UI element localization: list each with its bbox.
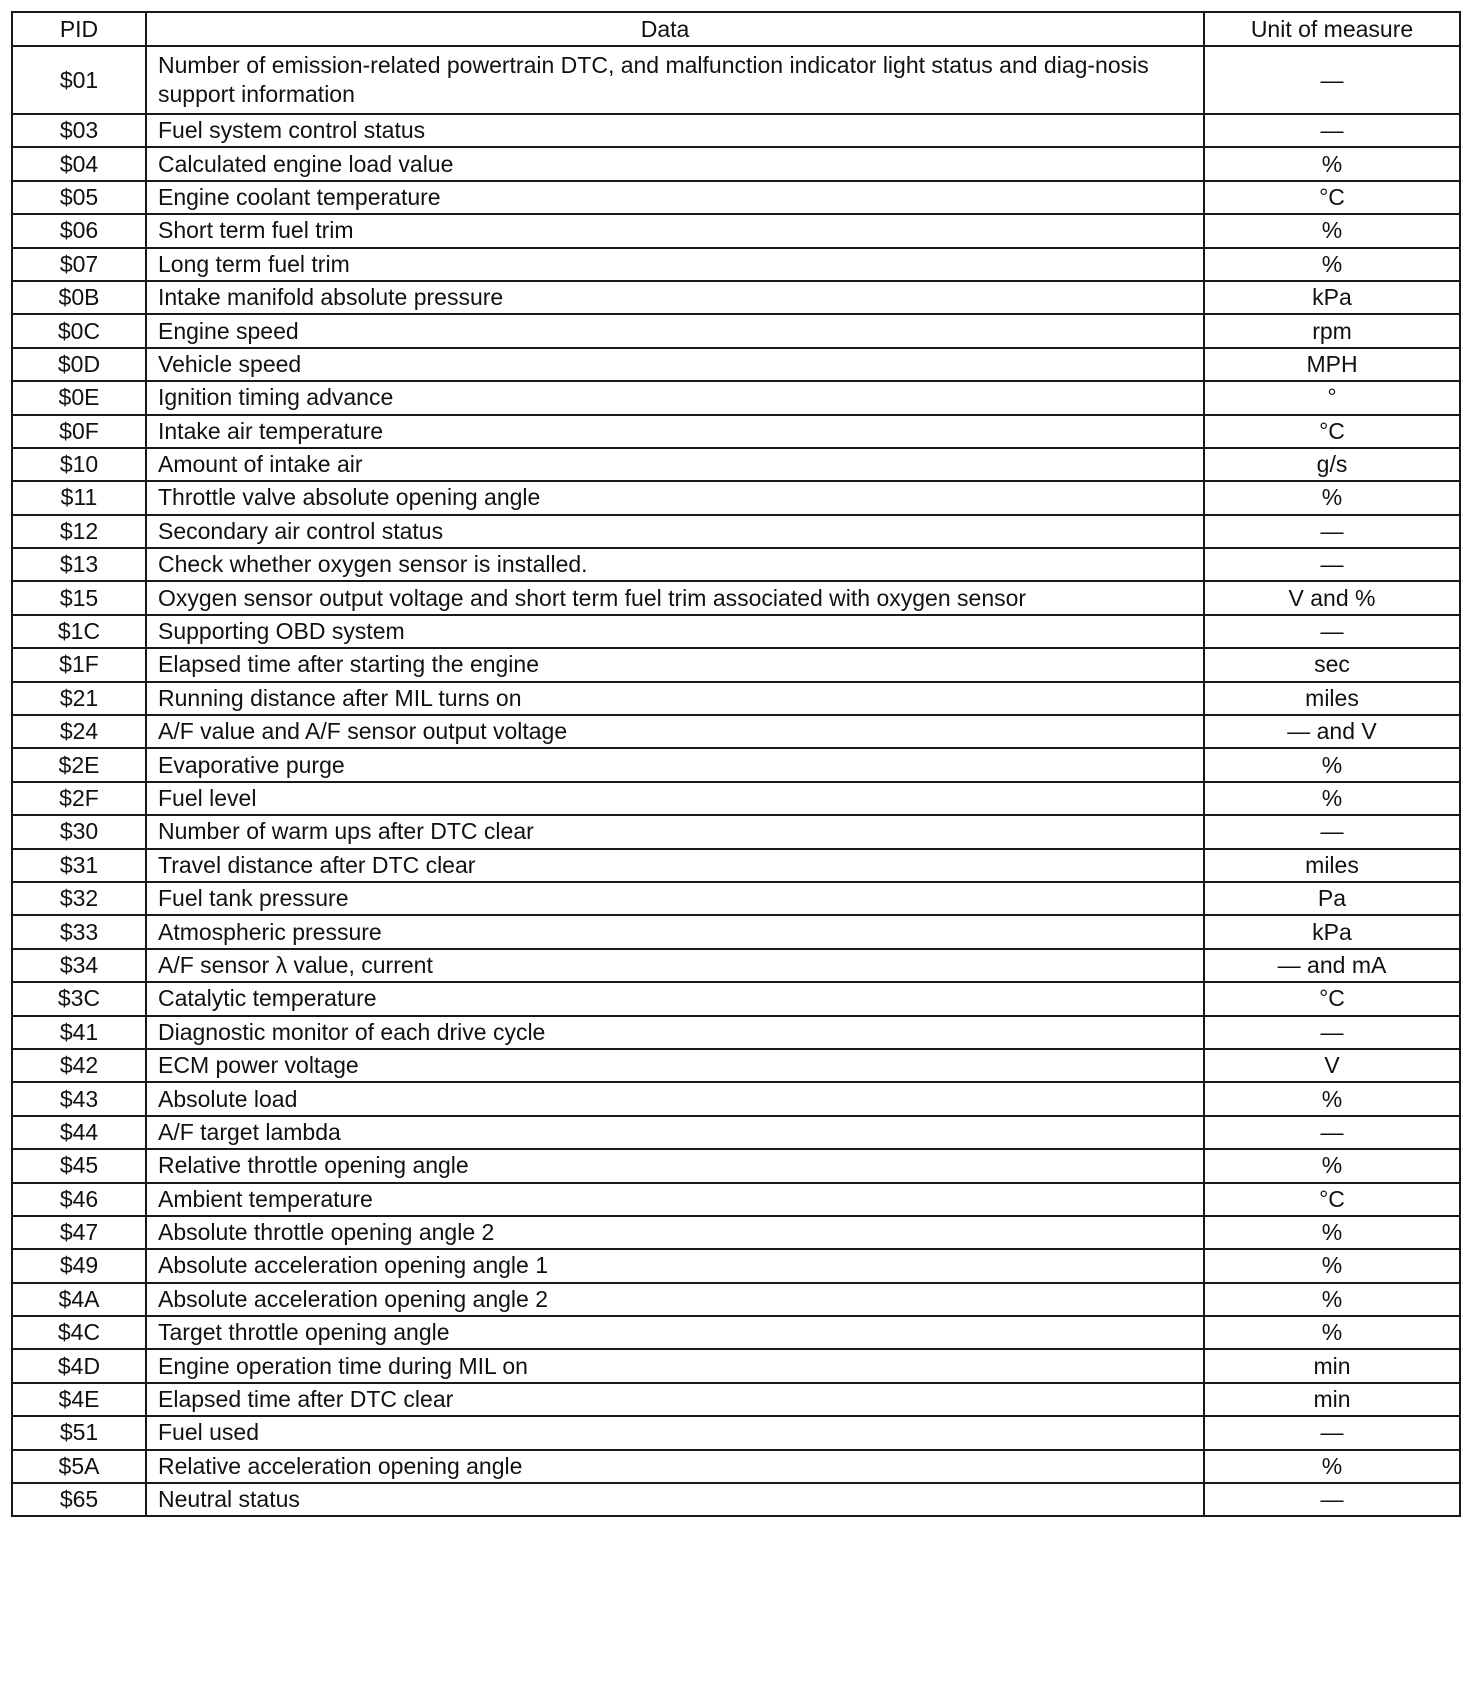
table-row	[12, 348, 1460, 381]
table-row	[12, 615, 1460, 648]
unit-cell: — and mA	[1204, 949, 1460, 982]
pid-cell: $4C	[12, 1316, 146, 1349]
data-cell: Evaporative purge	[146, 748, 1204, 781]
table-row	[12, 1149, 1460, 1182]
unit-cell: °C	[1204, 1183, 1460, 1216]
data-cell: Elapsed time after DTC clear	[146, 1383, 1204, 1416]
table-row	[12, 1450, 1460, 1483]
data-cell: Number of warm ups after DTC clear	[146, 815, 1204, 848]
data-cell: Neutral status	[146, 1483, 1204, 1516]
pid-cell: $43	[12, 1082, 146, 1115]
table-row	[12, 715, 1460, 748]
table-row	[12, 515, 1460, 548]
unit-cell: miles	[1204, 849, 1460, 882]
data-cell: Long term fuel trim	[146, 248, 1204, 281]
table-row	[12, 1116, 1460, 1149]
pid-cell: $15	[12, 581, 146, 614]
unit-cell: %	[1204, 1149, 1460, 1182]
pid-cell: $5A	[12, 1450, 146, 1483]
unit-cell: °	[1204, 381, 1460, 414]
table-row	[12, 915, 1460, 948]
unit-cell: Pa	[1204, 882, 1460, 915]
data-cell: Running distance after MIL turns on	[146, 682, 1204, 715]
pid-cell: $0E	[12, 381, 146, 414]
unit-cell: —	[1204, 815, 1460, 848]
data-cell: Diagnostic monitor of each drive cycle	[146, 1016, 1204, 1049]
data-cell: Intake manifold absolute pressure	[146, 281, 1204, 314]
pid-cell: $3C	[12, 982, 146, 1015]
table-row	[12, 181, 1460, 214]
data-cell: Absolute acceleration opening angle 1	[146, 1249, 1204, 1282]
unit-cell: %	[1204, 1283, 1460, 1316]
pid-cell: $1C	[12, 615, 146, 648]
table-row	[12, 682, 1460, 715]
pid-cell: $12	[12, 515, 146, 548]
unit-cell: V and %	[1204, 581, 1460, 614]
table-row	[12, 982, 1460, 1015]
data-cell: Secondary air control status	[146, 515, 1204, 548]
unit-cell: —	[1204, 1016, 1460, 1049]
header-pid: PID	[12, 12, 146, 46]
data-cell: Vehicle speed	[146, 348, 1204, 381]
table-row	[12, 748, 1460, 781]
table-row	[12, 1316, 1460, 1349]
data-cell: Ignition timing advance	[146, 381, 1204, 414]
unit-cell: %	[1204, 748, 1460, 781]
unit-cell: MPH	[1204, 348, 1460, 381]
data-cell: Calculated engine load value	[146, 147, 1204, 180]
table-row	[12, 882, 1460, 915]
data-cell: Absolute load	[146, 1082, 1204, 1115]
data-cell: Fuel tank pressure	[146, 882, 1204, 915]
pid-cell: $4A	[12, 1283, 146, 1316]
pid-cell: $11	[12, 481, 146, 514]
pid-cell: $2E	[12, 748, 146, 781]
data-cell: Relative acceleration opening angle	[146, 1450, 1204, 1483]
unit-cell: — and V	[1204, 715, 1460, 748]
pid-cell: $44	[12, 1116, 146, 1149]
header-data: Data	[146, 12, 1204, 46]
data-cell: A/F value and A/F sensor output voltage	[146, 715, 1204, 748]
pid-cell: $45	[12, 1149, 146, 1182]
unit-cell: —	[1204, 515, 1460, 548]
unit-cell: miles	[1204, 682, 1460, 715]
table-row	[12, 782, 1460, 815]
table-row	[12, 1249, 1460, 1282]
unit-cell: min	[1204, 1349, 1460, 1382]
pid-cell: $0D	[12, 348, 146, 381]
unit-cell: %	[1204, 248, 1460, 281]
pid-cell: $21	[12, 682, 146, 715]
unit-cell: °C	[1204, 181, 1460, 214]
pid-data-table	[11, 11, 1461, 1517]
data-cell: Absolute throttle opening angle 2	[146, 1216, 1204, 1249]
pid-cell: $0F	[12, 415, 146, 448]
data-cell: Fuel level	[146, 782, 1204, 815]
unit-cell: kPa	[1204, 915, 1460, 948]
pid-cell: $51	[12, 1416, 146, 1449]
pid-cell: $04	[12, 147, 146, 180]
pid-cell: $47	[12, 1216, 146, 1249]
pid-cell: $31	[12, 849, 146, 882]
table-row	[12, 415, 1460, 448]
table-row	[12, 1183, 1460, 1216]
unit-cell: %	[1204, 1216, 1460, 1249]
table-row	[12, 1082, 1460, 1115]
pid-cell: $49	[12, 1249, 146, 1282]
unit-cell: —	[1204, 1116, 1460, 1149]
table-row	[12, 248, 1460, 281]
table-row	[12, 314, 1460, 347]
unit-cell: sec	[1204, 648, 1460, 681]
unit-cell: %	[1204, 1082, 1460, 1115]
table-row	[12, 648, 1460, 681]
table-row	[12, 1216, 1460, 1249]
table-row	[12, 381, 1460, 414]
data-cell: Throttle valve absolute opening angle	[146, 481, 1204, 514]
table-row	[12, 1283, 1460, 1316]
header-row	[12, 12, 1460, 46]
unit-cell: —	[1204, 1416, 1460, 1449]
data-cell: ECM power voltage	[146, 1049, 1204, 1082]
data-cell: Fuel used	[146, 1416, 1204, 1449]
unit-cell: min	[1204, 1383, 1460, 1416]
pid-cell: $13	[12, 548, 146, 581]
unit-cell: %	[1204, 1450, 1460, 1483]
data-cell: Ambient temperature	[146, 1183, 1204, 1216]
data-cell: Amount of intake air	[146, 448, 1204, 481]
table-row	[12, 114, 1460, 147]
data-cell: Supporting OBD system	[146, 615, 1204, 648]
table-row	[12, 281, 1460, 314]
table-row	[12, 1049, 1460, 1082]
table-row	[12, 1383, 1460, 1416]
table-row	[12, 949, 1460, 982]
table-row	[12, 581, 1460, 614]
pid-cell: $06	[12, 214, 146, 247]
table-row	[12, 214, 1460, 247]
unit-cell: —	[1204, 1483, 1460, 1516]
unit-cell: %	[1204, 782, 1460, 815]
table-row	[12, 481, 1460, 514]
unit-cell: °C	[1204, 982, 1460, 1015]
data-cell: Absolute acceleration opening angle 2	[146, 1283, 1204, 1316]
pid-cell: $1F	[12, 648, 146, 681]
pid-cell: $03	[12, 114, 146, 147]
unit-cell: °C	[1204, 415, 1460, 448]
unit-cell: %	[1204, 214, 1460, 247]
pid-cell: $65	[12, 1483, 146, 1516]
data-cell: Number of emission-related powertrain DTC, and malfunction indicator light status and diag-nosis support information	[146, 46, 1204, 114]
table-row	[12, 448, 1460, 481]
unit-cell: rpm	[1204, 314, 1460, 347]
data-cell: Fuel system control status	[146, 114, 1204, 147]
pid-cell: $32	[12, 882, 146, 915]
pid-cell: $46	[12, 1183, 146, 1216]
data-cell: Engine coolant temperature	[146, 181, 1204, 214]
table-row	[12, 1416, 1460, 1449]
table-row	[12, 815, 1460, 848]
unit-cell: —	[1204, 114, 1460, 147]
data-cell: A/F target lambda	[146, 1116, 1204, 1149]
table-header	[12, 12, 1460, 46]
unit-cell: —	[1204, 46, 1460, 114]
unit-cell: —	[1204, 615, 1460, 648]
data-cell: Atmospheric pressure	[146, 915, 1204, 948]
pid-cell: $05	[12, 181, 146, 214]
data-cell: Target throttle opening angle	[146, 1316, 1204, 1349]
header-unit: Unit of measure	[1204, 12, 1460, 46]
pid-cell: $33	[12, 915, 146, 948]
pid-cell: $07	[12, 248, 146, 281]
pid-cell: $30	[12, 815, 146, 848]
unit-cell: %	[1204, 481, 1460, 514]
data-cell: Relative throttle opening angle	[146, 1149, 1204, 1182]
unit-cell: %	[1204, 147, 1460, 180]
table-row	[12, 1016, 1460, 1049]
table-row	[12, 1349, 1460, 1382]
pid-cell: $4D	[12, 1349, 146, 1382]
unit-cell: %	[1204, 1249, 1460, 1282]
table-body	[12, 46, 1460, 1516]
data-cell: A/F sensor λ value, current	[146, 949, 1204, 982]
data-cell: Catalytic temperature	[146, 982, 1204, 1015]
data-cell: Check whether oxygen sensor is installed.	[146, 548, 1204, 581]
data-cell: Engine speed	[146, 314, 1204, 347]
pid-cell: $42	[12, 1049, 146, 1082]
pid-cell: $24	[12, 715, 146, 748]
table-row	[12, 849, 1460, 882]
unit-cell: —	[1204, 548, 1460, 581]
data-cell: Short term fuel trim	[146, 214, 1204, 247]
table-row	[12, 147, 1460, 180]
pid-cell: $0C	[12, 314, 146, 347]
unit-cell: kPa	[1204, 281, 1460, 314]
data-cell: Elapsed time after starting the engine	[146, 648, 1204, 681]
table-row	[12, 548, 1460, 581]
data-cell: Travel distance after DTC clear	[146, 849, 1204, 882]
pid-cell: $2F	[12, 782, 146, 815]
pid-cell: $0B	[12, 281, 146, 314]
data-cell: Oxygen sensor output voltage and short term fuel trim associated with oxygen sensor	[146, 581, 1204, 614]
unit-cell: %	[1204, 1316, 1460, 1349]
table-row	[12, 1483, 1460, 1516]
data-cell: Intake air temperature	[146, 415, 1204, 448]
table-row	[12, 46, 1460, 114]
unit-cell: V	[1204, 1049, 1460, 1082]
unit-cell: g/s	[1204, 448, 1460, 481]
pid-cell: $34	[12, 949, 146, 982]
pid-cell: $4E	[12, 1383, 146, 1416]
pid-cell: $10	[12, 448, 146, 481]
data-cell: Engine operation time during MIL on	[146, 1349, 1204, 1382]
pid-cell: $41	[12, 1016, 146, 1049]
pid-cell: $01	[12, 46, 146, 114]
